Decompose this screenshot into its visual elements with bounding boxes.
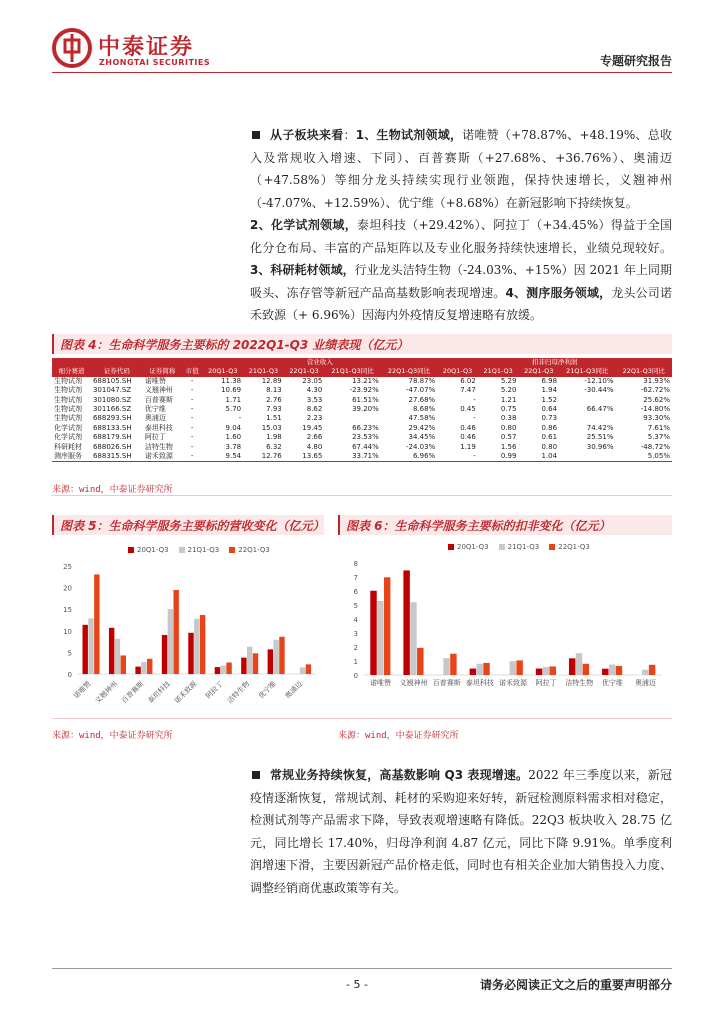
table-header-cell: 20Q1-Q3 — [437, 367, 478, 376]
bar — [247, 647, 252, 674]
legend-item — [179, 546, 220, 554]
charts-divider — [52, 718, 672, 719]
bar — [253, 653, 258, 674]
table-cell: 25.62% — [643, 395, 670, 404]
table-cell: 生物试剂 — [54, 386, 82, 395]
bar — [609, 665, 615, 676]
table-row — [52, 452, 672, 462]
table-cell: -47.07% — [406, 386, 436, 395]
y-tick-label: 20 — [63, 584, 72, 593]
bar — [550, 666, 556, 675]
bar — [583, 664, 589, 675]
legend-swatch — [499, 544, 505, 550]
table-cell: 688315.SH — [91, 452, 143, 462]
company-name-en: ZHONGTAI SECURITIES — [99, 58, 211, 67]
table-cell: - — [190, 405, 194, 414]
legend-label: 20Q1-Q3 — [137, 546, 169, 554]
table-cell: 10.69 — [221, 386, 242, 395]
table-cell: 301166.SZ — [92, 405, 132, 414]
table-cell: 5.20 — [500, 386, 517, 395]
para1-lead: 从子板块来看 — [270, 128, 344, 142]
table-cell: 4.80 — [306, 442, 323, 451]
bar — [450, 654, 456, 675]
table-cell: 0.45 — [460, 405, 476, 414]
bar — [226, 663, 231, 674]
table-cell: 0.57 — [500, 433, 517, 442]
fig4-source: 来源：wind，中泰证券研究所 — [52, 485, 173, 495]
table-header-cell: 市值 — [182, 367, 203, 376]
bar — [642, 670, 648, 675]
company-logo-icon — [52, 28, 92, 68]
table-cell: 34.45% — [408, 433, 436, 442]
para1-seg3-label: 3、科研耗材领域， — [250, 263, 355, 277]
table-cell: 6.98 — [541, 376, 558, 385]
table-cell: 1.19 — [460, 442, 476, 451]
x-tick-label: 洁特生物 — [225, 679, 252, 706]
bar — [162, 635, 167, 674]
table-cell: 47.58% — [408, 414, 436, 423]
table-cell: 93.30% — [643, 414, 670, 423]
bar — [543, 667, 549, 675]
x-tick-label: 义翘神州 — [399, 679, 428, 687]
fig5-chart — [52, 556, 324, 716]
table-cell: 诺唯赞 — [144, 376, 166, 385]
table-cell: 5.29 — [500, 376, 517, 385]
table-cell: 义翘神州 — [144, 386, 173, 395]
bar — [268, 649, 273, 674]
table-cell: 0.61 — [541, 433, 558, 442]
group-revenue: 营业收入 — [203, 358, 438, 367]
bar — [88, 618, 93, 674]
table-cell: - — [190, 433, 194, 442]
table-cell: 生物试剂 — [54, 395, 82, 404]
y-tick-label: 2 — [353, 644, 358, 652]
table-cell: 9.54 — [203, 452, 244, 462]
legend-label: 20Q1-Q3 — [457, 543, 489, 551]
table-row — [52, 424, 672, 433]
bar — [476, 664, 482, 675]
legend-item — [229, 546, 270, 554]
table-cell: 6.32 — [266, 442, 282, 451]
y-tick-label: 5 — [67, 649, 72, 658]
fig6-legend — [448, 543, 590, 551]
y-tick-label: 5 — [353, 602, 358, 610]
bar — [510, 661, 516, 675]
table-cell: 13.21% — [352, 376, 379, 385]
table-cell: -12.10% — [584, 376, 614, 385]
table-cell: 1.52 — [541, 395, 558, 404]
para1-seg4-text: 龙头公司诺禾致源（+ 6.96%）因海内外疫情反复增速略有放缓。 — [250, 285, 672, 322]
bar — [483, 663, 489, 675]
table-cell: 化学试剂 — [54, 423, 82, 432]
table-cell: 33.71% — [324, 452, 380, 462]
x-tick-label: 优宁维 — [257, 679, 278, 701]
table-cell: 66.23% — [352, 423, 379, 432]
table-cell: 8.62 — [306, 405, 323, 414]
table-cell: 7.47 — [460, 386, 476, 395]
para1-seg4-label: 4、测序服务领域， — [505, 285, 612, 300]
table-cell: 优宁维 — [144, 405, 166, 414]
x-tick-label: 阿拉丁 — [204, 679, 225, 701]
table-cell: 1.21 — [500, 395, 517, 404]
table-cell — [559, 414, 615, 423]
table-cell: 13.65 — [284, 452, 325, 462]
table-cell: 688133.SH — [92, 423, 132, 432]
table-cell: 688293.SH — [92, 414, 132, 423]
table-cell: -24.03% — [406, 442, 436, 451]
bar — [410, 602, 416, 675]
bar — [279, 637, 284, 674]
table-cell: 0.75 — [500, 405, 517, 414]
table-cell: 27.68% — [408, 395, 436, 404]
bar — [215, 667, 220, 674]
table-cell: -14.80% — [640, 405, 670, 414]
table-header-cell: 21Q1-Q3 — [243, 367, 284, 376]
table-cell: 23.53% — [352, 433, 379, 442]
y-tick-label: 6 — [353, 588, 358, 596]
y-tick-label: 1 — [353, 658, 358, 666]
table-header-cell: 22Q1-Q3 — [518, 367, 559, 376]
table-cell: 19.45 — [302, 423, 323, 432]
bar — [384, 577, 390, 675]
table-cell — [324, 414, 380, 423]
legend-swatch — [229, 547, 235, 553]
bar — [121, 655, 126, 674]
paragraph-subsectors: 从子板块来看：1、生物试剂领域，诺唯赞（+78.87%、+48.19%、总收入及常规收入增速、下同）、百普赛斯（+27.68%、+36.76%）、奥浦迈（+47.58%）等细分龙头持续实现行业领跑，保持快速增长，义翘神州（-47.07%、+12.59%）、优宁维（+8.68%）在新冠影响下持续恢复。 2、化学试剂领域，泰坦科技（+29.42%）、阿拉丁（+34.45%）得益于全国化分仓布局、丰富的产品矩阵以及专业化服务持续快速增长，业绩兑现较好。3、科研耗材领域，行业龙头洁特生物（-24.03%、+15%）因 2021 年上同期吸头、冻存管等新冠产品高基数影响表现增速。4、测序服务领域，龙头公司诺禾致源（+ 6.96%）因海内外疫情反复增速略有放缓。 — [250, 128, 672, 322]
table-cell: 1.04 — [518, 452, 559, 462]
bar — [200, 615, 205, 674]
x-tick-label: 奥浦迈 — [283, 679, 305, 701]
table-cell: - — [437, 452, 478, 462]
table-cell: 688105.SH — [92, 376, 132, 385]
table-cell: 7.61% — [647, 423, 670, 432]
table-cell: 2.23 — [306, 414, 323, 423]
bar — [147, 659, 152, 674]
x-tick-label: 义翘神州 — [93, 679, 120, 706]
table-row — [52, 377, 672, 386]
table-cell: 诺禾致源 — [143, 452, 182, 462]
fig6-source: 来源：wind，中泰证券研究所 — [338, 731, 459, 741]
table-cell: 0.73 — [541, 414, 558, 423]
bar — [536, 669, 542, 675]
table-row — [52, 443, 672, 452]
page-number: - 5 - — [346, 978, 368, 991]
legend-swatch — [179, 547, 185, 553]
bar — [443, 658, 449, 675]
para2-lead: 常规业务持续恢复，高基数影响 Q3 表现增速。 — [270, 768, 529, 782]
table-header-cell: 证券代码 — [91, 367, 143, 376]
bar — [306, 664, 311, 674]
y-tick-label: 8 — [353, 560, 358, 568]
bar — [168, 609, 173, 674]
table-group-header — [52, 358, 672, 367]
table-cell: - — [190, 442, 194, 451]
para1-seg1-text: 诺唯赞（+78.87%、+48.19%、总收入及常规收入增速、下同）、百普赛斯（+27.68%、+36.76%）、奥浦迈（+47.58%）等细分龙头持续实现行业领跑，保持快速增长，义翘神州（-47.07%、+12.59%）、优宁维（+8.68%）在新冠影响下持续恢复。 — [250, 128, 672, 210]
table-header-cell: 21Q1-Q3同比 — [324, 367, 380, 376]
y-tick-label: 7 — [353, 574, 358, 582]
table-cell: - — [190, 376, 194, 385]
y-tick-label: 15 — [63, 606, 72, 615]
x-tick-label: 百普赛斯 — [432, 679, 461, 687]
bar — [569, 658, 575, 675]
para1-seg1-label: 1、生物试剂领域， — [355, 128, 463, 142]
table-cell: 2.76 — [266, 395, 282, 404]
table-cell: 泰坦科技 — [144, 423, 173, 432]
table-cell: 5.05% — [615, 452, 672, 462]
table-cell — [559, 396, 615, 405]
bar — [602, 669, 608, 675]
table-cell: - — [190, 386, 194, 395]
table-row — [52, 396, 672, 405]
group-profit: 扣非归母净利润 — [437, 358, 672, 367]
legend-label: 21Q1-Q3 — [187, 546, 220, 554]
table-header-cell: 22Q1-Q3同比 — [381, 367, 437, 376]
table-cell: 8.68% — [412, 405, 436, 414]
fig5-title: 图表 5：生命科学服务主要标的营收变化（亿元） — [60, 519, 325, 533]
table-cell: 11.38 — [221, 376, 242, 385]
table-cell: 2.66 — [306, 433, 323, 442]
x-tick-label: 奥浦迈 — [634, 679, 656, 687]
legend-swatch — [549, 544, 555, 550]
table-cell: 奥浦迈 — [144, 414, 166, 423]
report-type: 专题研究报告 — [599, 54, 672, 68]
table-cell: 1.71 — [225, 395, 242, 404]
bar — [82, 625, 87, 674]
table-cell: 301047.SZ — [92, 386, 132, 395]
table-cell: 9.04 — [225, 423, 242, 432]
table-cell: 29.42% — [408, 423, 436, 432]
bar — [141, 662, 146, 674]
company-name-cn: 中泰证券 — [98, 34, 195, 60]
x-tick-label: 诺唯赞 — [72, 679, 93, 701]
table-cell: - — [190, 414, 194, 423]
x-tick-label: 优宁维 — [601, 679, 623, 687]
table-cell: 0.86 — [541, 423, 558, 432]
table-cell: 0.99 — [478, 452, 519, 462]
bar — [173, 590, 178, 674]
table-cell: 6.96% — [381, 452, 437, 462]
x-tick-label: 阿拉丁 — [535, 679, 557, 687]
table-cell: 5.70 — [225, 405, 242, 414]
table-cell: 688026.SH — [92, 442, 132, 451]
table-cell: 8.13 — [266, 386, 282, 395]
table-cell: 生物试剂 — [54, 414, 82, 423]
bar — [300, 667, 305, 674]
table-cell: 1.56 — [500, 442, 517, 451]
legend-item — [128, 546, 169, 554]
table-cell: 66.47% — [586, 405, 614, 414]
table-row — [52, 386, 672, 395]
table-cell: 化学试剂 — [54, 433, 82, 442]
bar — [377, 601, 383, 675]
table-header-row — [52, 367, 672, 376]
fig4-divider — [52, 495, 672, 496]
table-cell: 67.44% — [352, 442, 379, 451]
table-cell: 0.64 — [541, 405, 558, 414]
table-cell: 30.96% — [586, 442, 614, 451]
table-cell: 百普赛斯 — [144, 395, 173, 404]
header-divider — [52, 72, 672, 73]
table-cell: 688179.SH — [92, 433, 132, 442]
x-tick-label: 诺禾致源 — [499, 679, 527, 687]
table-cell: 15.03 — [261, 423, 282, 432]
x-tick-label: 泰坦科技 — [465, 679, 494, 687]
table-cell: 0.46 — [460, 433, 476, 442]
bar — [470, 669, 476, 675]
fig4-title-bar — [52, 334, 672, 354]
table-cell: 7.93 — [266, 405, 282, 414]
bar — [516, 660, 522, 675]
table-cell: 25.51% — [586, 433, 614, 442]
table-cell: - — [473, 395, 476, 404]
table-cell: 1.51 — [266, 414, 282, 423]
table-cell: - — [238, 414, 242, 423]
table-cell: 3.78 — [225, 442, 242, 451]
bar — [94, 574, 99, 674]
table-cell: 生物试剂 — [54, 405, 82, 414]
legend-label: 22Q1-Q3 — [238, 546, 270, 554]
table-cell: 0.46 — [460, 423, 476, 432]
disclaimer-note: 请务必阅读正文之后的重要声明部分 — [479, 978, 672, 992]
table-cell: 5.37% — [647, 433, 670, 442]
table-cell: 74.42% — [586, 423, 614, 432]
table-header-cell: 22Q1-Q3 — [284, 367, 325, 376]
table-cell: - — [182, 452, 203, 462]
bar — [576, 653, 582, 675]
fig6-title-bar — [338, 515, 672, 535]
table-cell: 0.80 — [500, 423, 517, 432]
x-tick-label: 泰坦科技 — [146, 679, 172, 706]
table-cell — [559, 452, 615, 462]
table-cell: 1.60 — [225, 433, 242, 442]
y-tick-label: 3 — [353, 630, 358, 638]
table-cell: 12.76 — [243, 452, 284, 462]
table-body — [52, 377, 672, 462]
legend-item — [448, 543, 489, 551]
bar — [403, 570, 409, 675]
table-cell: -48.72% — [640, 442, 670, 451]
fig4-table — [52, 358, 672, 462]
table-cell: - — [473, 414, 476, 423]
legend-label: 21Q1-Q3 — [507, 543, 540, 551]
y-tick-label: 10 — [63, 627, 72, 636]
fig4-title: 图表 4：生命科学服务主要标的 2022Q1-Q3 业绩表现（亿元） — [60, 338, 409, 352]
y-tick-label: 4 — [353, 616, 358, 624]
table-cell: -30.44% — [584, 386, 614, 395]
bar — [616, 666, 622, 675]
bar — [115, 639, 120, 674]
table-cell: 0.38 — [500, 414, 517, 423]
legend-item — [549, 543, 590, 551]
fig6-chart — [338, 553, 672, 703]
table-header-cell: 证券简称 — [143, 367, 182, 376]
bar — [370, 591, 376, 675]
table-cell: 6.02 — [460, 376, 476, 385]
table-cell: -23.92% — [349, 386, 379, 395]
x-tick-label: 洁特生物 — [565, 679, 594, 687]
fig5-title-bar — [52, 515, 324, 535]
bar — [135, 667, 140, 674]
bar — [194, 619, 199, 674]
table-header-cell: 细分赛道 — [52, 367, 91, 376]
para1-seg2-text: 泰坦科技（+29.42%）、阿拉丁（+34.45%）得益于全国化分仓布局、丰富的产品矩阵以及专业化服务持续快速增长，业绩兑现较好。 — [250, 218, 672, 255]
table-cell: 3.53 — [306, 395, 323, 404]
fig5-source: 来源：wind，中泰证券研究所 — [52, 731, 173, 741]
y-tick-label: 25 — [63, 563, 72, 571]
table-cell: 科研耗材 — [54, 442, 82, 451]
para2-text: 2022 年三季度以来，新冠疫情逐渐恢复，常规试剂、耗材的采购迎来好转，新冠检测原料需求相对稳定，检测试剂等产品需求下降，导致表观增速略有降低。22Q3 板块收入 28.75 亿元，同比增长 17.40%，归母净利润 4.87 亿元，同比下降 9.91%。单季度利润增速下滑，主要因新冠产品价格走低，同时也有相关企业加大销售投入力度、调整经销商优惠政策等有关。 — [250, 768, 672, 895]
table-cell: -62.72% — [640, 386, 670, 395]
page-header — [0, 0, 724, 78]
table-cell: 78.87% — [408, 376, 436, 385]
table-header-cell: 20Q1-Q3 — [203, 367, 244, 376]
legend-item — [499, 543, 540, 551]
bar — [188, 633, 193, 674]
table-header-cell: 22Q1-Q3同比 — [615, 367, 672, 376]
table-cell: 4.30 — [306, 386, 323, 395]
bar — [221, 665, 226, 674]
table-cell: 61.51% — [352, 395, 379, 404]
legend-swatch — [128, 547, 134, 553]
table-header-cell: 21Q1-Q3 — [478, 367, 519, 376]
table-cell: 测序服务 — [52, 452, 91, 462]
y-tick-label: 0 — [67, 671, 72, 679]
table-cell: 39.20% — [352, 405, 379, 414]
x-tick-label: 诺唯赞 — [370, 679, 392, 687]
table-cell: - — [190, 395, 194, 404]
x-tick-label: 诺禾致源 — [172, 679, 199, 706]
table-cell: 生物试剂 — [54, 376, 82, 385]
x-tick-label: 百普赛斯 — [120, 679, 146, 706]
para1-seg2-label: 2、化学试剂领域， — [250, 218, 358, 232]
table-cell: 31.93% — [643, 376, 670, 385]
bar — [273, 640, 278, 674]
table-cell: 洁特生物 — [144, 442, 173, 451]
table-cell: 1.98 — [266, 433, 282, 442]
bar — [649, 665, 655, 675]
table-cell: 12.89 — [261, 376, 282, 385]
legend-label: 22Q1-Q3 — [558, 543, 590, 551]
bar — [417, 648, 423, 675]
table-cell: - — [190, 423, 194, 432]
table-cell: 1.94 — [541, 386, 558, 395]
y-tick-label: 0 — [353, 672, 358, 680]
legend-swatch — [448, 544, 454, 550]
para1-seg3-text: 行业龙头洁特生物（-24.03%、+15%）因 2021 年上同期吸头、冻存管等新冠产品高基数影响表现增速。 — [250, 263, 672, 300]
fig6-title: 图表 6：生命科学服务主要标的扣非变化（亿元） — [346, 519, 611, 533]
table-cell: 阿拉丁 — [144, 433, 166, 442]
paragraph-q3 — [250, 764, 672, 899]
table-cell: 0.80 — [541, 442, 558, 451]
table-cell: 23.05 — [302, 376, 323, 385]
table-header-cell: 21Q1-Q3同比 — [559, 367, 615, 376]
bar — [241, 658, 246, 674]
table-row — [52, 433, 672, 442]
fig5-legend — [128, 546, 270, 554]
table-row — [52, 414, 672, 423]
bar — [109, 628, 114, 674]
table-cell: 301080.SZ — [92, 395, 132, 404]
footer-divider — [52, 968, 672, 969]
